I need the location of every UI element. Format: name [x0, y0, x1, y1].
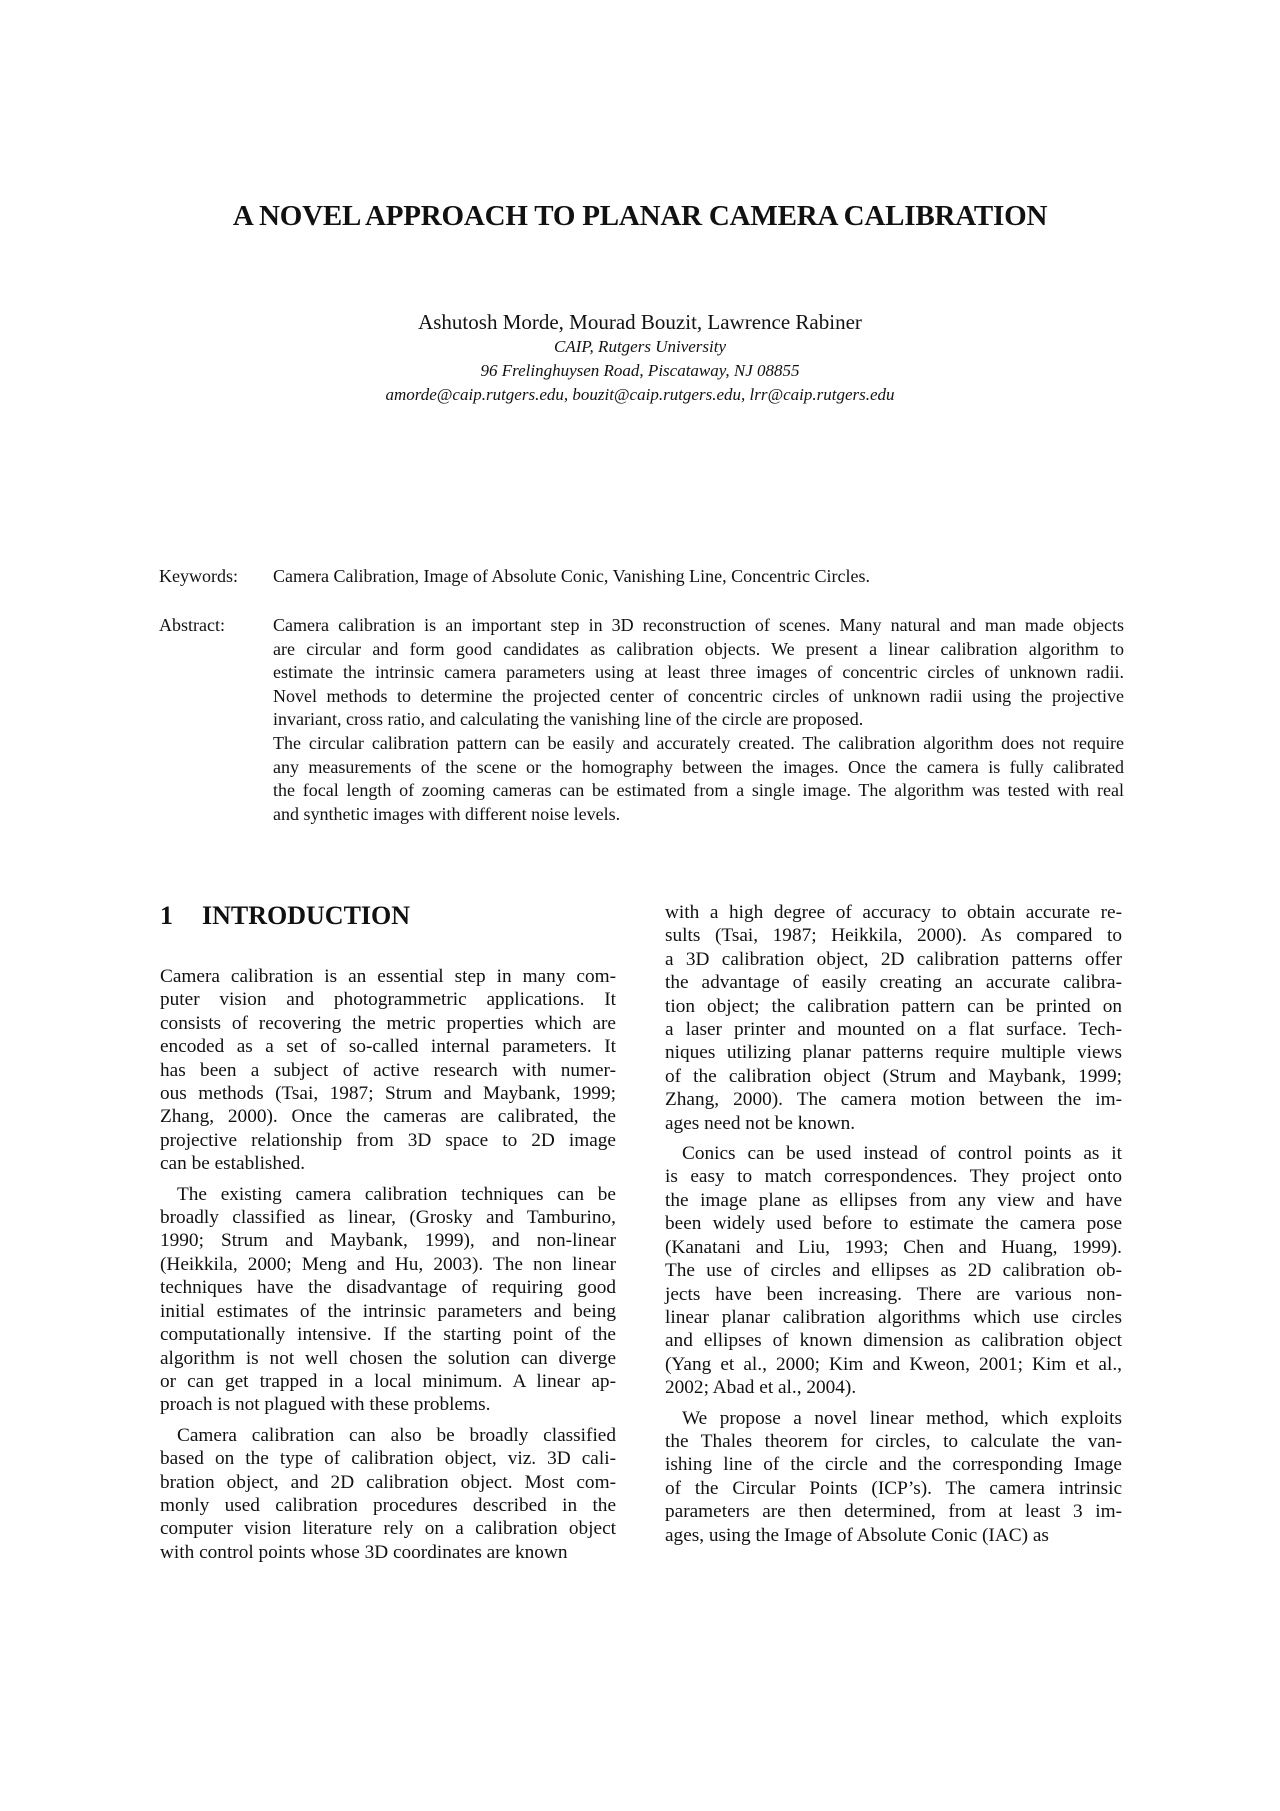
section-title: INTRODUCTION — [202, 901, 411, 930]
text-line: puter vision and photogrammetric applications. It — [160, 989, 616, 1011]
section-heading — [160, 898, 410, 934]
text-line: Novel methods to determine the projected center of concentric circles of unknown radii using the projective — [273, 685, 1124, 706]
emails: amorde@caip.rutgers.edu, bouzit@caip.rutgers.edu, lrr@caip.rutgers.edu — [385, 385, 895, 404]
text-line: are circular and form good candidates as calibration objects. We present a linear calibration algorithm to — [273, 638, 1124, 659]
text-line: techniques have the disadvantage of requiring good — [160, 1277, 616, 1299]
text-line: the Thales theorem for circles, to calculate the van- — [665, 1430, 1122, 1452]
text-line: proach is not plagued with these problems. — [160, 1394, 491, 1416]
author-list: Ashutosh Morde, Mourad Bouzit, Lawrence Rabiner — [418, 310, 862, 334]
text-line: estimate the intrinsic camera parameters using at least three images of concentric circles of unknown radii. — [273, 662, 1124, 683]
text-line: projective relationship from 3D space to 2D image — [160, 1129, 616, 1151]
text-line: 1990; Strum and Maybank, 1999), and non-linear — [160, 1230, 616, 1252]
text-line: has been a subject of active research with numer- — [160, 1059, 616, 1081]
section-number: 1 — [160, 901, 173, 930]
text-line: 2002; Abad et al., 2004). — [665, 1377, 857, 1399]
text-line: Zhang, 2000). The camera motion between the im- — [665, 1089, 1122, 1111]
text-line: Camera calibration is an essential step in many com- — [160, 966, 616, 987]
text-line: monly used calibration procedures described in the — [160, 1494, 616, 1516]
text-line: a laser printer and mounted on a flat surface. Tech- — [665, 1019, 1122, 1041]
text-line: bration object, and 2D calibration object. Most com- — [160, 1471, 616, 1493]
text-line: jects have been increasing. There are various non- — [665, 1283, 1122, 1305]
text-line: Conics can be used instead of control points as it — [682, 1143, 1122, 1165]
text-line: tion object; the calibration pattern can be printed on — [665, 995, 1122, 1017]
text-line: the advantage of easily creating an accurate calibra- — [665, 972, 1122, 994]
text-line: (Kanatani and Liu, 1993; Chen and Huang, 1999). — [665, 1236, 1122, 1258]
text-line: algorithm is not well chosen the solution can diverge — [160, 1347, 616, 1369]
text-line: with a high degree of accuracy to obtain accurate re- — [665, 902, 1122, 923]
text-line: niques utilizing planar patterns require multiple views — [665, 1042, 1122, 1064]
text-line: (Yang et al., 2000; Kim and Kweon, 2001; Kim et al., — [665, 1353, 1122, 1375]
text-line: We propose a novel linear method, which exploits — [682, 1407, 1122, 1429]
text-line: or can get trapped in a local minimum. A linear ap- — [160, 1370, 616, 1392]
paragraph — [160, 1424, 616, 1564]
text-line: consists of recovering the metric properties which are — [160, 1012, 616, 1034]
text-line: ages need not be known. — [665, 1112, 856, 1134]
text-line: with control points whose 3D coordinates are known — [160, 1541, 568, 1563]
text-line: ous methods (Tsai, 1987; Strum and Maybank, 1999; — [160, 1083, 616, 1105]
paragraph — [273, 732, 1124, 826]
abstract-label: Abstract: — [159, 615, 225, 635]
text-line: computer vision literature rely on a calibration object — [160, 1518, 616, 1540]
text-line: The use of circles and ellipses as 2D calibration ob- — [665, 1260, 1122, 1282]
text-line: Camera calibration is an important step in 3D reconstruction of scenes. Many natural and man made objects — [273, 615, 1124, 635]
text-line: encoded as a set of so-called internal parameters. It — [160, 1036, 616, 1058]
affiliation: CAIP, Rutgers University — [553, 337, 727, 356]
text-line: sults (Tsai, 1987; Heikkila, 2000). As compared to — [665, 925, 1122, 947]
text-line: The existing camera calibration techniques can be — [177, 1183, 616, 1205]
text-line: initial estimates of the intrinsic parameters and being — [160, 1300, 616, 1322]
text-line: computationally intensive. If the starting point of the — [160, 1324, 616, 1346]
text-line: ishing line of the circle and the corresponding Image — [665, 1454, 1122, 1476]
address: 96 Frelinghuysen Road, Piscataway, NJ 08855 — [480, 361, 800, 380]
text-line: can be established. — [160, 1153, 306, 1175]
right-column — [665, 901, 1122, 1554]
text-line: invariant, cross ratio, and calculating the vanishing line of the circle are proposed. — [273, 709, 864, 730]
text-line: is easy to match correspondences. They project onto — [665, 1166, 1122, 1188]
keywords-text: Camera Calibration, Image of Absolute Conic, Vanishing Line, Concentric Circles. — [273, 566, 871, 586]
text-line: The circular calibration pattern can be easily and accurately created. The calibration algorithm does not require — [273, 732, 1124, 753]
abstract-body — [273, 614, 1124, 826]
text-line: parameters are then determined, from at least 3 im- — [665, 1501, 1122, 1523]
text-line: of the calibration object (Strum and Maybank, 1999; — [665, 1065, 1122, 1087]
paragraph — [273, 614, 1124, 732]
paragraph — [160, 1183, 616, 1417]
text-line: Camera calibration can also be broadly classified — [177, 1424, 616, 1446]
paragraph — [665, 901, 1122, 1135]
text-line: broadly classified as linear, (Grosky and Tamburino, — [160, 1207, 616, 1229]
text-line: ages, using the Image of Absolute Conic (IAC) as — [665, 1524, 1049, 1546]
paragraph — [665, 1407, 1122, 1547]
text-line: been widely used before to estimate the camera pose — [665, 1213, 1122, 1235]
text-line: the image plane as ellipses from any view and have — [665, 1189, 1122, 1211]
text-line: of the Circular Points (ICP’s). The camera intrinsic — [665, 1477, 1122, 1499]
text-line: based on the type of calibration object, viz. 3D cali- — [160, 1448, 616, 1470]
paper-title: A NOVEL APPROACH TO PLANAR CAMERA CALIBRATION — [232, 200, 1048, 232]
text-line: and ellipses of known dimension as calibration object — [665, 1330, 1122, 1352]
paragraph — [665, 1142, 1122, 1399]
text-line: linear planar calibration algorithms which use circles — [665, 1306, 1122, 1328]
text-line: any measurements of the scene or the homography between the images. Once the camera is fully calibrated — [273, 756, 1124, 777]
text-line: and synthetic images with different noise levels. — [273, 803, 621, 824]
text-line: a 3D calibration object, 2D calibration patterns offer — [665, 948, 1122, 970]
paragraph — [160, 965, 616, 1176]
left-column — [160, 965, 616, 1571]
text-line: Zhang, 2000). Once the cameras are calibrated, the — [160, 1106, 616, 1128]
text-line: the focal length of zooming cameras can be estimated from a single image. The algorithm was tested with real — [273, 780, 1124, 801]
text-line: (Heikkila, 2000; Meng and Hu, 2003). The non linear — [160, 1253, 616, 1275]
keywords-label: Keywords: — [159, 566, 238, 586]
